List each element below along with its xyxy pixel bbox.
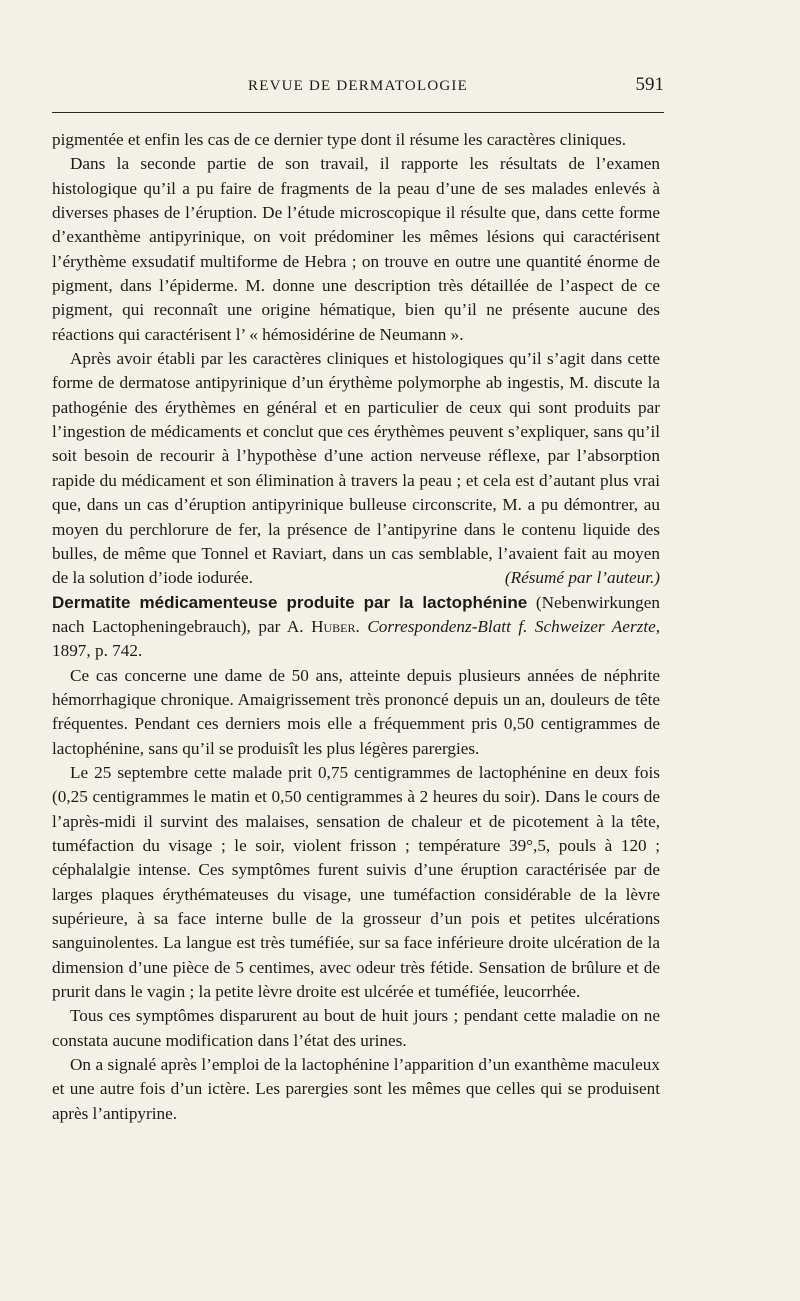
- paragraph-3-text: Après avoir établi par les caractères cliniques et histologiques qu’il s’agit dans cette forme de dermatose antipyrinique d’un érythème polymorphe ab ingestis, M. discute la pathogénie des érythèmes en général et en particulier de ceux qui sont produits par l’ingestion de médicaments et conclut que ces érythèmes peuvent s’expliquer, sans qu’il soit besoin de recourir à l’hypothèse d’une action nerveuse réflexe, par l’absorption rapide du médicament et son élimination à travers la peau ; et cela est d’autant plus vrai que, dans un cas d’éruption antipyrinique bulleuse circonscrite, M. a pu démontrer, au moyen du perchlorure de fer, la présence de l’antipyrine dans le contenu liquide des bulles, de même que Tonnel et Raviart, dans un cas semblable, l’avaient fait au moyen de la solution d’iode iodurée.: [52, 349, 660, 588]
- article-paragraph-4: On a signalé après l’emploi de la lactophénine l’apparition d’un exanthème maculeux et une autre fois d’un ictère. Les parergies sont les mêmes que celles qui se produisent après l’antipyrine.: [52, 1055, 660, 1123]
- article-paragraph-3: Tous ces symptômes disparurent au bout de huit jours ; pendant cette maladie on ne constata aucune modification dans l’état des urines.: [52, 1006, 660, 1050]
- abstract-credit: (Résumé par l’auteur.): [504, 568, 660, 588]
- article-heading: Dermatite médicamenteuse produite par la lactophénine: [52, 592, 528, 612]
- journal-title: REVUE DE DERMATOLOGIE: [248, 78, 468, 94]
- article-author: Huber: [311, 616, 356, 636]
- article-journal: Correspondenz-Blatt f. Schweizer Aerzte: [367, 616, 656, 636]
- body-text: [52, 128, 660, 1126]
- paragraph-2: Dans la seconde partie de son travail, il rapporte les résultats de l’examen histologique qu’il a pu faire de fragments de la peau d’une de ses malades enlevés à diverses phases de l’éruption. De l’étude microscopique il résulte que, dans cette forme d’exanthème antipyrinique, on voit prédominer les mêmes lésions qui caractérisent l’érythème exsudatif multiforme de Hebra ; on trouve en outre une quantité énorme de pigment, dans l’épiderme. M. donne une description très détaillée de l’aspect de ce pigment, qui reconnaît une origine hématique, bien qu’il ne présente aucune des réactions qui caractérisent l’ « hémosidérine de Neumann ».: [52, 154, 660, 344]
- page-number: 591: [635, 74, 664, 95]
- running-head: [52, 74, 664, 104]
- article-citation-tail: , 1897, p. 742.: [52, 616, 661, 661]
- article-header: Dermatite médicamenteuse produite par la lactophénine (Nebenwirkungen nach Lactopheningebrauch), par A. Huber. Correspondenz-Blatt f. Schweizer Aerzte, 1897, p. 742.: [52, 592, 661, 661]
- article-subtitle: (Nebenwirkungen nach Lactopheningebrauch), par A.: [52, 592, 660, 636]
- header-rule: [52, 112, 664, 113]
- article-paragraph-1: Ce cas concerne une dame de 50 ans, atteinte depuis plusieurs années de néphrite hémorrhagique chronique. Amaigrissement très prononcé depuis un an, douleurs de tête fréquentes. Pendant ces derniers mois elle a fréquemment pris 0,50 centigrammes de lactophénine, sans qu’il se produisît les plus légères parergies.: [52, 665, 660, 758]
- article-paragraph-2: Le 25 septembre cette malade prit 0,75 centigrammes de lactophénine en deux fois (0,25 centigrammes le matin et 0,50 centigrammes à 2 heures du soir). Dans le cours de l’après-midi il survint des malaises, sensation de chaleur et de picotement à la tête, tuméfaction du visage ; le soir, violent frisson ; température 39°,5, pouls à 120 ; céphalalgie intense. Ces symptômes furent suivis d’une éruption caractérisée par de larges plaques érythémateuses du visage, une tuméfaction considérable de la lèvre supérieure, à sa face interne bulle de la grosseur d’un pois et petites ulcérations sanguinolentes. La langue est très tuméfiée, sur sa face inférieure droite ulcération de la dimension d’une pièce de 5 centimes, avec odeur très fétide. Sensation de brûlure et de prurit dans le vagin ; la petite lèvre droite est ulcérée et tuméfiée, leucorrhée.: [52, 762, 660, 1002]
- paragraph-1: pigmentée et enfin les cas de ce dernier type dont il résume les caractères cliniques.: [52, 130, 627, 149]
- paragraph-3: [52, 347, 660, 590]
